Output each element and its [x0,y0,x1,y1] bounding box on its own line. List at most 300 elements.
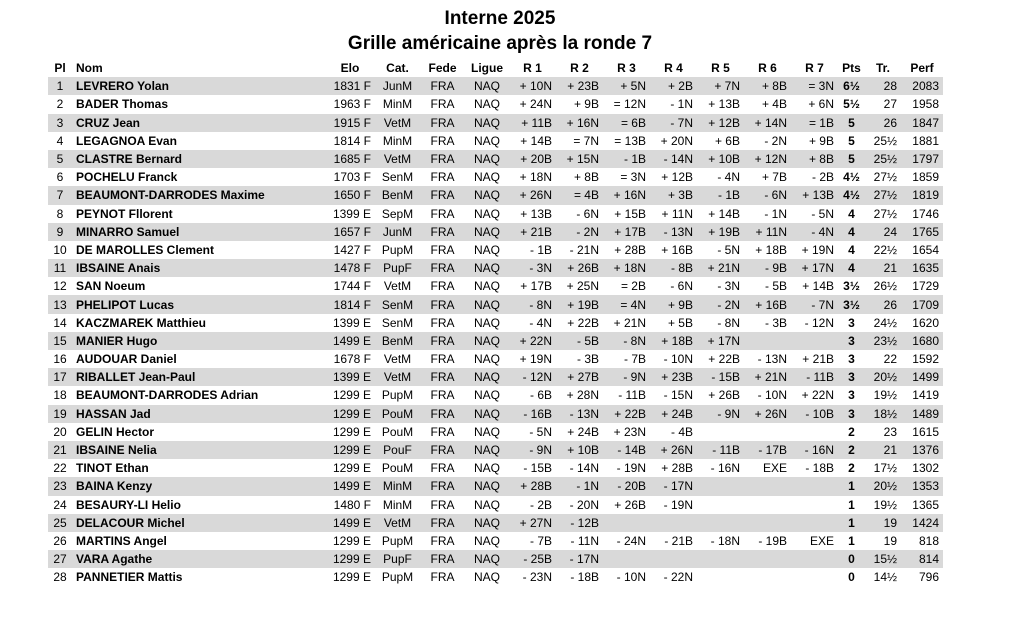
table-row [48,77,943,95]
cell-points: 3 [848,315,855,330]
cell-round-4: + 11N [661,206,693,221]
cell-round-1: - 2B [529,497,552,512]
cell-elo: 1299 E [332,533,371,548]
cell-round-4: - 14N [663,152,693,167]
cell-round-5 [697,568,744,586]
cell-tiebreak: 27½ [873,188,897,203]
cell-round-6: + 18B [755,242,787,257]
cell-elo: 1399 E [332,315,371,330]
cell-category: PupM [381,242,414,257]
cell-round-3: - 20B [617,479,646,494]
cell-round-1: + 22N [519,333,552,348]
cell-category: VetM [383,152,412,167]
table-row [48,477,943,495]
cell-place: 20 [53,424,67,439]
cell-round-7: - 18B [805,461,834,476]
cell-round-1: + 10N [519,79,552,94]
cell-elo: 1478 F [333,261,371,276]
cell-performance: 1819 [912,188,939,203]
cell-name: CLASTRE Bernard [76,152,183,167]
cell-points: 3½ [843,279,860,294]
cell-league: NAQ [473,461,500,476]
cell-league: NAQ [473,297,500,312]
cell-name: GELIN Hector [76,424,155,439]
cell-round-6: + 16B [755,297,787,312]
cell-round-3: + 23N [613,424,646,439]
cell-elo: 1399 E [332,206,371,221]
cell-place: 25 [53,515,67,530]
cell-round-4: + 16B [661,242,693,257]
cell-federation: FRA [430,115,455,130]
cell-place: 11 [53,261,67,276]
cell-name: BEAUMONT-DARRODES Maxime [76,188,265,203]
cell-place: 16 [53,352,67,367]
cell-name: BAINA Kenzy [76,479,153,494]
cell-round-3: + 22B [614,406,646,421]
cell-name: RIBALLET Jean-Paul [76,370,196,385]
cell-points: 0 [848,570,855,585]
cell-place: 7 [56,188,64,203]
cell-round-5: + 17N [707,333,740,348]
cell-place: 4 [56,133,64,148]
cell-place: 28 [53,570,67,585]
cell-round-1: - 4N [529,315,552,330]
cell-category: VetM [383,352,412,367]
cell-league: NAQ [473,79,500,94]
cell-league: NAQ [473,97,500,112]
cell-performance: 814 [918,552,939,567]
cell-place: 14 [53,315,67,330]
table-row [48,205,943,223]
cell-points: 4 [848,206,855,221]
cell-federation: FRA [430,206,455,221]
cell-performance: 1859 [912,170,939,185]
cell-round-3: + 28B [614,242,646,257]
cell-points: 0 [848,552,855,567]
cell-federation: FRA [430,152,455,167]
cell-name: MARTINS Angel [76,533,167,548]
cell-performance: 1620 [912,315,939,330]
cell-federation: FRA [430,370,455,385]
cell-round-2: + 10B [567,443,599,458]
cell-elo: 1480 F [333,497,371,512]
cell-tiebreak: 22½ [873,242,897,257]
cell-round-5: + 12B [708,115,740,130]
cell-round-7: - 11B [806,370,834,385]
cell-points: 5 [848,115,855,130]
cell-performance: 1958 [912,97,939,112]
cell-points: 4 [848,242,855,257]
cell-round-2: = 4B [573,188,599,203]
cell-round-7 [791,496,838,514]
cell-elo: 1299 E [332,406,371,421]
cell-category: VetM [383,279,412,294]
table-body [48,77,943,586]
cell-place: 6 [56,170,64,185]
cell-category: MinM [382,133,413,148]
cell-federation: FRA [430,570,455,585]
cell-performance: 1729 [912,279,939,294]
cell-federation: FRA [430,133,455,148]
cell-place: 24 [53,497,67,512]
cell-points: 3 [848,333,855,348]
cell-category: SepM [381,206,414,221]
cell-round-3: + 5N [620,79,646,94]
cell-round-6: - 10N [757,388,787,403]
cell-elo: 1499 E [332,515,371,530]
cell-round-6: - 6N [764,188,787,203]
cell-tiebreak: 19 [883,515,897,530]
cell-performance: 1353 [912,479,939,494]
cell-name: PHELIPOT Lucas [76,297,175,312]
cell-round-6: - 2N [764,133,787,148]
table-row [48,314,943,332]
cell-name: IBSAINE Anais [76,261,161,276]
cell-league: NAQ [473,115,500,130]
cell-elo: 1499 E [332,479,371,494]
cell-federation: FRA [430,515,455,530]
cell-round-3 [603,550,650,568]
cell-category: PouM [381,406,414,421]
cell-round-4: - 10N [663,352,693,367]
column-header-round-6: R 6 [758,61,777,76]
cell-performance: 818 [918,533,939,548]
cell-tiebreak: 19½ [873,497,897,512]
table-row [48,459,943,477]
cell-round-7: - 4N [811,224,834,239]
column-header-elo: Elo [340,61,360,76]
cell-federation: FRA [430,261,455,276]
cell-tiebreak: 23½ [873,333,897,348]
cell-round-4: + 18B [661,333,693,348]
cell-category: PouM [381,424,414,439]
cell-place: 13 [53,297,67,312]
cell-round-4: - 15N [663,388,693,403]
cell-place: 23 [53,479,67,494]
cell-tiebreak: 27 [883,97,897,112]
cell-round-1: + 27N [519,515,552,530]
cell-name: MANIER Hugo [76,333,158,348]
cell-elo: 1814 F [333,297,371,312]
cell-round-7: + 19N [801,242,834,257]
column-header-round-7: R 7 [805,61,824,76]
cell-category: BenM [381,188,414,203]
cell-round-4: - 6N [670,279,693,294]
cell-round-4: - 4B [670,424,693,439]
cell-league: NAQ [473,152,500,167]
cell-category: PupF [383,552,412,567]
cell-round-5: - 2N [717,297,740,312]
column-header-place: Pl [54,61,66,76]
cell-performance: 1615 [912,424,939,439]
cell-round-3 [603,514,650,532]
cell-round-2: - 1N [576,479,599,494]
cell-league: NAQ [473,406,500,421]
cell-round-4: + 20N [660,133,693,148]
cell-round-4: + 9B [667,297,693,312]
cell-round-6 [744,477,791,495]
cell-federation: FRA [430,388,455,403]
cell-performance: 1680 [912,333,939,348]
cell-round-7: + 8B [808,152,834,167]
cell-round-6 [744,550,791,568]
cell-tiebreak: 19 [883,533,897,548]
table-row [48,168,943,186]
table-row [48,405,943,423]
column-header-round-3: R 3 [617,61,636,76]
cell-category: BenM [381,333,414,348]
cell-place: 9 [56,224,64,239]
cell-round-5: - 1B [717,188,740,203]
cell-round-5 [697,514,744,532]
cell-round-4: - 17N [663,479,693,494]
cell-round-2: - 14N [569,461,599,476]
table-row [48,223,943,241]
cell-performance: 1709 [912,297,939,312]
cell-round-5: - 8N [717,315,740,330]
cell-points: 5 [848,133,855,148]
cell-round-6 [744,568,791,586]
cell-round-1: + 28B [520,479,552,494]
cell-round-4: - 19N [663,497,693,512]
cell-category: JunM [382,79,413,94]
cell-tiebreak: 24½ [873,315,897,330]
cell-round-1: + 24N [519,97,552,112]
cell-league: NAQ [473,388,500,403]
cell-round-6: + 8B [761,79,787,94]
cell-points: 3½ [843,297,860,312]
cell-name: IBSAINE Nelia [76,443,157,458]
cell-round-5 [697,496,744,514]
cell-round-2: - 3B [576,352,599,367]
cell-round-5: + 14B [708,206,740,221]
cell-elo: 1915 F [333,115,371,130]
cell-round-1: + 17B [520,279,552,294]
cell-round-7: + 9B [808,133,834,148]
column-header-performance: Perf [910,61,934,76]
cell-name: TINOT Ethan [76,461,149,476]
cell-round-1: - 3N [529,261,552,276]
cell-round-7 [791,332,838,350]
cell-round-3: - 9N [623,370,646,385]
cell-performance: 1654 [912,242,939,257]
cell-round-6: + 26N [754,406,787,421]
table-row [48,568,943,586]
cell-round-2: - 18B [570,570,599,585]
cell-place: 26 [53,533,67,548]
cell-performance: 1424 [912,515,939,530]
cell-round-7 [791,568,838,586]
cell-round-3: + 15B [614,206,646,221]
cell-federation: FRA [430,479,455,494]
cell-round-2: + 26B [567,261,599,276]
cell-round-6: - 13N [757,352,787,367]
cell-round-2: - 5B [576,333,599,348]
cell-performance: 1302 [912,461,939,476]
table-row [48,514,943,532]
cell-round-2: + 28N [566,388,599,403]
cell-federation: FRA [430,224,455,239]
cell-round-2: - 17N [569,552,599,567]
cell-elo: 1299 E [332,388,371,403]
cell-round-3: - 19N [616,461,646,476]
table-row [48,350,943,368]
cell-round-4: - 22N [663,570,693,585]
cell-round-7: = 1B [808,115,834,130]
cell-tiebreak: 26 [883,297,897,312]
table-row [48,132,943,150]
cell-round-3: = 3N [620,170,646,185]
cell-name: LEGAGNOA Evan [76,133,177,148]
cell-performance: 1592 [912,352,939,367]
cell-round-7: = 3N [808,79,834,94]
column-header-points: Pts [842,61,861,76]
cell-tiebreak: 27½ [873,170,897,185]
table-row [48,550,943,568]
cell-round-7: EXE [809,533,834,548]
cell-tiebreak: 17½ [873,461,897,476]
cell-performance: 1489 [912,406,939,421]
cell-place: 27 [53,552,67,567]
cell-round-2: - 12B [570,515,599,530]
cell-federation: FRA [430,552,455,567]
cell-federation: FRA [430,170,455,185]
cell-league: NAQ [473,443,500,458]
cell-tiebreak: 26 [883,115,897,130]
standings-table [48,59,943,586]
cell-round-3: - 1B [623,152,646,167]
cell-federation: FRA [430,533,455,548]
cell-round-1: + 20B [520,152,552,167]
cell-round-2: + 16N [566,115,599,130]
cell-round-3: = 4N [620,297,646,312]
cell-place: 2 [56,97,64,112]
cell-points: 3 [848,406,855,421]
cell-round-2: + 25N [566,279,599,294]
cell-tiebreak: 23 [883,424,897,439]
cell-round-7: + 13B [802,188,834,203]
cell-round-6: + 12N [754,152,787,167]
cell-federation: FRA [430,497,455,512]
cell-round-7: + 6N [808,97,834,112]
cell-round-6 [744,496,791,514]
cell-category: PupM [381,388,414,403]
cell-league: NAQ [473,479,500,494]
cell-round-4: + 23B [661,370,693,385]
cell-round-4: - 13N [663,224,693,239]
cell-category: PupF [383,261,412,276]
cell-round-6 [744,332,791,350]
table-row [48,95,943,113]
cell-round-6: EXE [762,461,787,476]
table-row [48,114,943,132]
cell-elo: 1831 F [333,79,371,94]
cell-performance: 796 [918,570,939,585]
cell-round-5: - 18N [710,533,740,548]
cell-round-3: + 21N [613,315,646,330]
cell-federation: FRA [430,97,455,112]
cell-round-5: - 9N [717,406,740,421]
cell-elo: 1427 F [333,242,371,257]
cell-place: 22 [53,461,67,476]
cell-round-3: + 17B [614,224,646,239]
cell-league: NAQ [473,279,500,294]
cell-tiebreak: 25½ [873,133,897,148]
cell-elo: 1685 F [333,152,371,167]
cell-league: NAQ [473,424,500,439]
cell-tiebreak: 26½ [873,279,897,294]
cell-round-3: - 11B [618,388,646,403]
cell-round-7: + 14B [802,279,834,294]
cell-league: NAQ [473,533,500,548]
cell-round-3: + 18N [613,261,646,276]
table-row [48,532,943,550]
cell-round-5: + 21N [707,261,740,276]
cell-tiebreak: 25½ [873,152,897,167]
cell-round-5: - 5N [717,242,740,257]
cell-round-1: - 1B [529,242,552,257]
cell-round-7: - 12N [804,315,834,330]
cell-round-6 [744,423,791,441]
cell-round-4: - 8B [670,261,693,276]
cell-round-2: - 6N [576,206,599,221]
cell-round-4: + 24B [661,406,693,421]
cell-league: NAQ [473,170,500,185]
cell-round-1: - 5N [529,424,552,439]
cell-round-5: - 3N [717,279,740,294]
cell-round-3: - 14B [617,443,646,458]
cell-round-4: - 7N [670,115,693,130]
cell-round-3: = 12N [613,97,646,112]
cell-round-1: + 21B [520,224,552,239]
cell-round-2: - 2N [576,224,599,239]
cell-elo: 1299 E [332,570,371,585]
cell-points: 2 [848,461,855,476]
cell-league: NAQ [473,206,500,221]
cell-round-5: - 4N [717,170,740,185]
cell-category: VetM [383,515,412,530]
cell-round-2: - 20N [569,497,599,512]
cell-round-2: = 7N [573,133,599,148]
cell-points: 2 [848,443,855,458]
cell-name: BADER Thomas [76,97,169,112]
cell-league: NAQ [473,515,500,530]
cell-tiebreak: 21 [883,261,897,276]
cell-round-4: - 1N [670,97,693,112]
cell-performance: 1365 [912,497,939,512]
cell-points: 2 [848,424,855,439]
cell-federation: FRA [430,315,455,330]
cell-performance: 1847 [912,115,939,130]
cell-round-4: + 12B [661,170,693,185]
table-row [48,277,943,295]
cell-round-4: + 26N [660,443,693,458]
cell-round-2: + 8B [573,170,599,185]
cell-round-5 [697,423,744,441]
cell-league: NAQ [473,497,500,512]
cell-elo: 1657 F [333,224,371,239]
cell-round-6: + 7B [761,170,787,185]
cell-round-6: + 14N [754,115,787,130]
cell-round-3: + 16N [613,188,646,203]
cell-league: NAQ [473,552,500,567]
cell-round-3: = 2B [620,279,646,294]
cell-tiebreak: 20½ [873,370,897,385]
cell-tiebreak: 24 [883,224,897,239]
cell-round-3: - 24N [616,533,646,548]
cell-round-1: - 25B [523,552,552,567]
cell-league: NAQ [473,315,500,330]
